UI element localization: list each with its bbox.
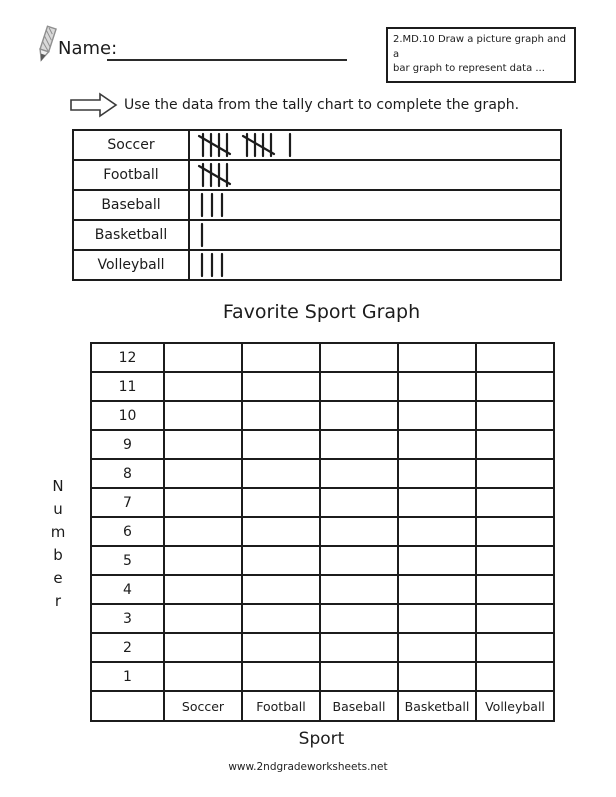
category-label: Soccer bbox=[164, 691, 242, 721]
name-input-line[interactable] bbox=[107, 36, 347, 61]
x-axis-label: Sport bbox=[298, 729, 345, 749]
graph-empty-cell[interactable] bbox=[476, 633, 554, 662]
graph-empty-cell[interactable] bbox=[320, 372, 398, 401]
tally-row bbox=[73, 190, 561, 220]
tally-row-marks bbox=[189, 220, 561, 250]
grid-row bbox=[91, 401, 554, 430]
tally-marks-icon bbox=[197, 161, 247, 189]
y-tick-label: 3 bbox=[91, 604, 164, 633]
tally-row-label: Basketball bbox=[73, 220, 189, 250]
y-tick-label: 8 bbox=[91, 459, 164, 488]
grid-row bbox=[91, 372, 554, 401]
graph-empty-cell[interactable] bbox=[164, 546, 242, 575]
graph-empty-cell[interactable] bbox=[164, 459, 242, 488]
graph-empty-cell[interactable] bbox=[164, 517, 242, 546]
instruction-text: Use the data from the tally chart to complete the graph. bbox=[124, 97, 520, 113]
grid-row bbox=[91, 430, 554, 459]
graph-empty-cell[interactable] bbox=[242, 604, 320, 633]
grid-corner-cell bbox=[91, 691, 164, 721]
y-tick-label: 4 bbox=[91, 575, 164, 604]
graph-empty-cell[interactable] bbox=[164, 343, 242, 372]
grid-row bbox=[91, 459, 554, 488]
graph-empty-cell[interactable] bbox=[164, 488, 242, 517]
tally-row-label: Soccer bbox=[73, 130, 189, 160]
y-axis-label-letter: b bbox=[53, 546, 63, 564]
y-axis-label-letter: N bbox=[52, 477, 64, 495]
grid-row bbox=[91, 604, 554, 633]
y-axis-label-letter: u bbox=[53, 500, 63, 518]
category-row bbox=[91, 691, 554, 721]
category-label: Volleyball bbox=[476, 691, 554, 721]
grid-row bbox=[91, 575, 554, 604]
pencil-icon bbox=[33, 24, 61, 66]
tally-row-marks bbox=[189, 190, 561, 220]
y-tick-label: 10 bbox=[91, 401, 164, 430]
graph-empty-cell[interactable] bbox=[242, 488, 320, 517]
tally-row bbox=[73, 160, 561, 190]
y-axis-label-letter: r bbox=[54, 592, 62, 610]
graph-empty-cell[interactable] bbox=[398, 401, 476, 430]
category-label: Football bbox=[242, 691, 320, 721]
graph-empty-cell[interactable] bbox=[398, 604, 476, 633]
graph-empty-cell[interactable] bbox=[398, 662, 476, 691]
standard-note-line1: 2.MD.10 Draw a picture graph and a bbox=[393, 34, 566, 60]
graph-empty-cell[interactable] bbox=[242, 662, 320, 691]
tally-row-marks bbox=[189, 160, 561, 190]
y-axis-label-letter: m bbox=[50, 523, 66, 541]
graph-empty-cell[interactable] bbox=[242, 343, 320, 372]
graph-empty-cell[interactable] bbox=[242, 517, 320, 546]
graph-empty-cell[interactable] bbox=[164, 430, 242, 459]
graph-empty-cell[interactable] bbox=[320, 604, 398, 633]
standard-note-box bbox=[386, 27, 576, 83]
graph-empty-cell[interactable] bbox=[320, 575, 398, 604]
y-tick-label: 1 bbox=[91, 662, 164, 691]
arrow-right-icon bbox=[69, 92, 119, 118]
graph-grid-table bbox=[90, 342, 555, 722]
graph-empty-cell[interactable] bbox=[320, 488, 398, 517]
graph-empty-cell[interactable] bbox=[242, 459, 320, 488]
graph-empty-cell[interactable] bbox=[398, 517, 476, 546]
tally-row-label: Volleyball bbox=[73, 250, 189, 280]
tally-marks-icon bbox=[197, 191, 233, 219]
graph-empty-cell[interactable] bbox=[320, 459, 398, 488]
graph-empty-cell[interactable] bbox=[164, 372, 242, 401]
graph-empty-cell[interactable] bbox=[164, 604, 242, 633]
tally-marks-icon bbox=[197, 131, 301, 159]
y-tick-label: 2 bbox=[91, 633, 164, 662]
graph-empty-cell[interactable] bbox=[476, 546, 554, 575]
graph-empty-cell[interactable] bbox=[476, 662, 554, 691]
graph-empty-cell[interactable] bbox=[476, 343, 554, 372]
y-tick-label: 7 bbox=[91, 488, 164, 517]
graph-empty-cell[interactable] bbox=[164, 401, 242, 430]
grid-row bbox=[91, 546, 554, 575]
grid-row bbox=[91, 633, 554, 662]
tally-row bbox=[73, 220, 561, 250]
graph-empty-cell[interactable] bbox=[320, 430, 398, 459]
y-tick-label: 9 bbox=[91, 430, 164, 459]
y-axis-label-letter: e bbox=[53, 569, 63, 587]
graph-empty-cell[interactable] bbox=[320, 343, 398, 372]
grid-row bbox=[91, 343, 554, 372]
graph-empty-cell[interactable] bbox=[242, 546, 320, 575]
tally-row-marks bbox=[189, 250, 561, 280]
tally-row-label: Football bbox=[73, 160, 189, 190]
grid-row bbox=[91, 517, 554, 546]
graph-title: Favorite Sport Graph bbox=[222, 301, 421, 323]
tally-chart-table bbox=[72, 129, 562, 281]
graph-empty-cell[interactable] bbox=[320, 633, 398, 662]
graph-empty-cell[interactable] bbox=[320, 517, 398, 546]
footer-url: www.2ndgradeworksheets.net bbox=[228, 761, 388, 773]
tally-row bbox=[73, 130, 561, 160]
graph-empty-cell[interactable] bbox=[164, 662, 242, 691]
graph-empty-cell[interactable] bbox=[476, 575, 554, 604]
graph-empty-cell[interactable] bbox=[242, 633, 320, 662]
graph-empty-cell[interactable] bbox=[476, 488, 554, 517]
graph-empty-cell[interactable] bbox=[398, 633, 476, 662]
graph-empty-cell[interactable] bbox=[398, 430, 476, 459]
graph-empty-cell[interactable] bbox=[476, 459, 554, 488]
name-label: Name: bbox=[58, 38, 118, 59]
graph-empty-cell[interactable] bbox=[476, 604, 554, 633]
graph-empty-cell[interactable] bbox=[164, 575, 242, 604]
graph-empty-cell[interactable] bbox=[320, 401, 398, 430]
grid-row bbox=[91, 662, 554, 691]
y-tick-label: 12 bbox=[91, 343, 164, 372]
graph-empty-cell[interactable] bbox=[398, 343, 476, 372]
graph-empty-cell[interactable] bbox=[242, 575, 320, 604]
category-label: Baseball bbox=[320, 691, 398, 721]
tally-row bbox=[73, 250, 561, 280]
category-label: Basketball bbox=[398, 691, 476, 721]
graph-empty-cell[interactable] bbox=[398, 372, 476, 401]
graph-empty-cell[interactable] bbox=[242, 430, 320, 459]
graph-empty-cell[interactable] bbox=[242, 401, 320, 430]
y-tick-label: 11 bbox=[91, 372, 164, 401]
tally-row-marks bbox=[189, 130, 561, 160]
y-tick-label: 6 bbox=[91, 517, 164, 546]
graph-empty-cell[interactable] bbox=[164, 633, 242, 662]
tally-marks-icon bbox=[197, 251, 233, 279]
graph-empty-cell[interactable] bbox=[476, 401, 554, 430]
grid-row bbox=[91, 488, 554, 517]
tally-marks-icon bbox=[197, 221, 213, 249]
graph-empty-cell[interactable] bbox=[398, 488, 476, 517]
graph-empty-cell[interactable] bbox=[476, 430, 554, 459]
graph-empty-cell[interactable] bbox=[476, 372, 554, 401]
graph-empty-cell[interactable] bbox=[320, 546, 398, 575]
graph-empty-cell[interactable] bbox=[242, 372, 320, 401]
graph-empty-cell[interactable] bbox=[398, 459, 476, 488]
graph-empty-cell[interactable] bbox=[398, 575, 476, 604]
y-axis-label bbox=[44, 475, 72, 613]
graph-empty-cell[interactable] bbox=[476, 517, 554, 546]
graph-empty-cell[interactable] bbox=[398, 546, 476, 575]
standard-note-line2: bar graph to represent data ... bbox=[393, 63, 545, 74]
graph-empty-cell[interactable] bbox=[320, 662, 398, 691]
y-tick-label: 5 bbox=[91, 546, 164, 575]
tally-row-label: Baseball bbox=[73, 190, 189, 220]
instruction-row bbox=[69, 92, 519, 118]
